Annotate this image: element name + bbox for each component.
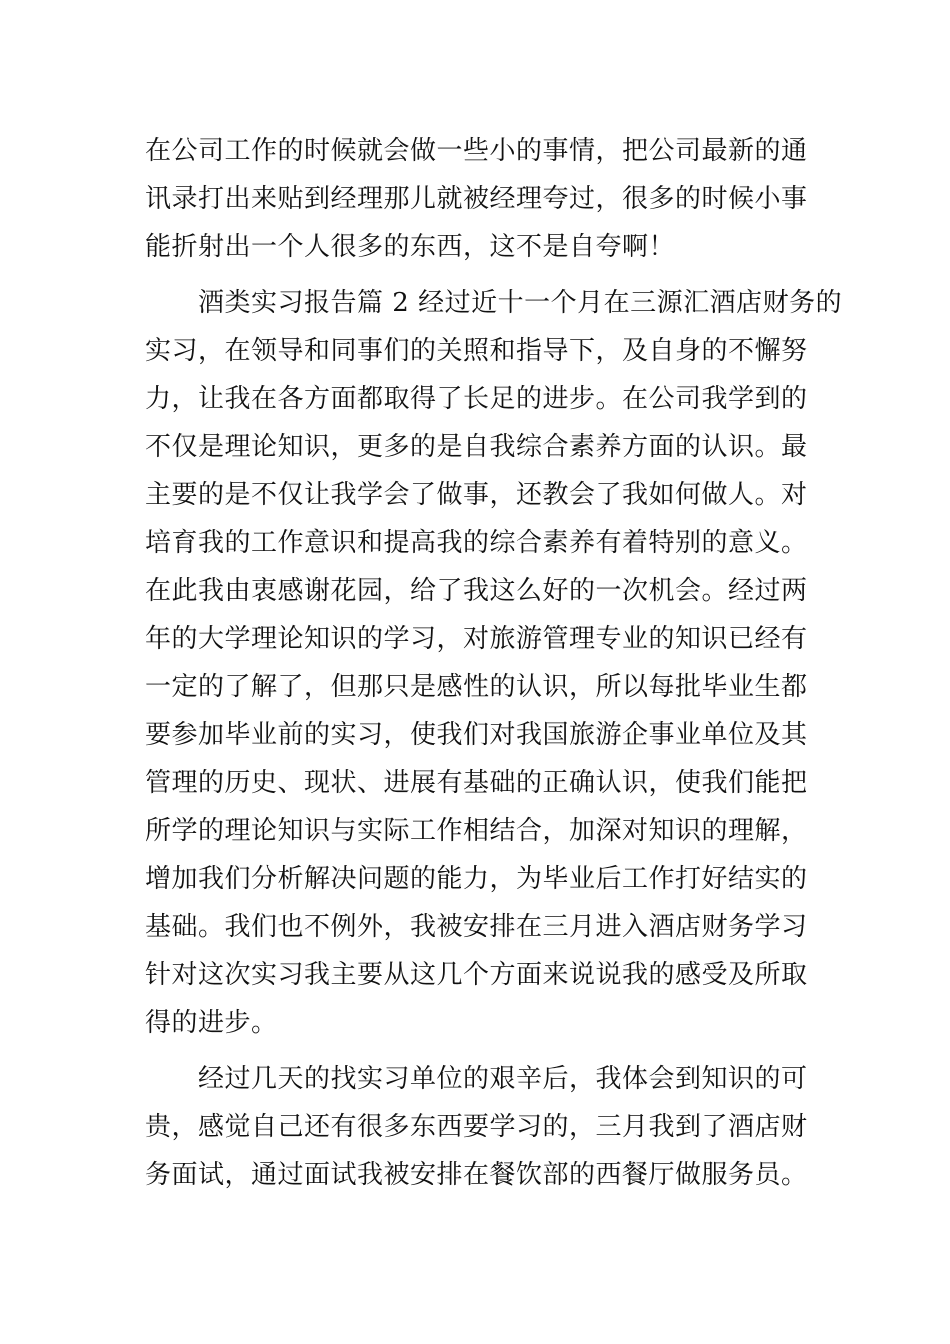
text-line: 在此我由衷感谢花园，给了我这么好的一次机会。经过两 (145, 576, 808, 606)
text-line: 基础。我们也不例外，我被安排在三月进入酒店财务学习 (145, 912, 808, 942)
paragraph-1 (145, 127, 808, 271)
text-line: 增加我们分析解决问题的能力，为毕业后工作打好结实的 (145, 864, 808, 894)
text-line: 酒类实习报告篇 2 经过近十一个月在三源汇酒店财务的 (145, 288, 843, 318)
text-line: 贵，感觉自己还有很多东西要学习的，三月我到了酒店财 (145, 1112, 808, 1142)
text-line: 讯录打出来贴到经理那儿就被经理夸过，很多的时候小事 (145, 184, 808, 214)
text-line: 务面试，通过面试我被安排在餐饮部的西餐厅做服务员。 (145, 1160, 808, 1190)
paragraph-2 (145, 279, 843, 1047)
body-text (145, 127, 843, 1199)
text-line: 不仅是理论知识，更多的是自我综合素养方面的认识。最 (145, 432, 808, 462)
text-line: 针对这次实习我主要从这几个方面来说说我的感受及所取 (145, 960, 808, 990)
text-line: 主要的是不仅让我学会了做事，还教会了我如何做人。对 (145, 480, 808, 510)
text-line: 实习，在领导和同事们的关照和指导下，及自身的不懈努 (145, 336, 808, 366)
text-line: 培育我的工作意识和提高我的综合素养有着特别的意义。 (145, 528, 808, 558)
paragraph-3 (145, 1055, 808, 1199)
text-line: 得的进步。 (145, 1008, 278, 1038)
text-line: 一定的了解了，但那只是感性的认识，所以每批毕业生都 (145, 672, 808, 702)
text-line: 年的大学理论知识的学习，对旅游管理专业的知识已经有 (145, 624, 808, 654)
text-line: 管理的历史、现状、进展有基础的正确认识，使我们能把 (145, 768, 808, 798)
text-line: 要参加毕业前的实习，使我们对我国旅游企事业单位及其 (145, 720, 808, 750)
text-line: 能折射出一个人很多的东西，这不是自夸啊！ (145, 232, 676, 262)
text-line: 力，让我在各方面都取得了长足的进步。在公司我学到的 (145, 384, 808, 414)
text-line: 所学的理论知识与实际工作相结合，加深对知识的理解， (145, 816, 808, 846)
text-line: 经过几天的找实习单位的艰辛后，我体会到知识的可 (145, 1064, 808, 1094)
text-line: 在公司工作的时候就会做一些小的事情，把公司最新的通 (145, 136, 808, 166)
